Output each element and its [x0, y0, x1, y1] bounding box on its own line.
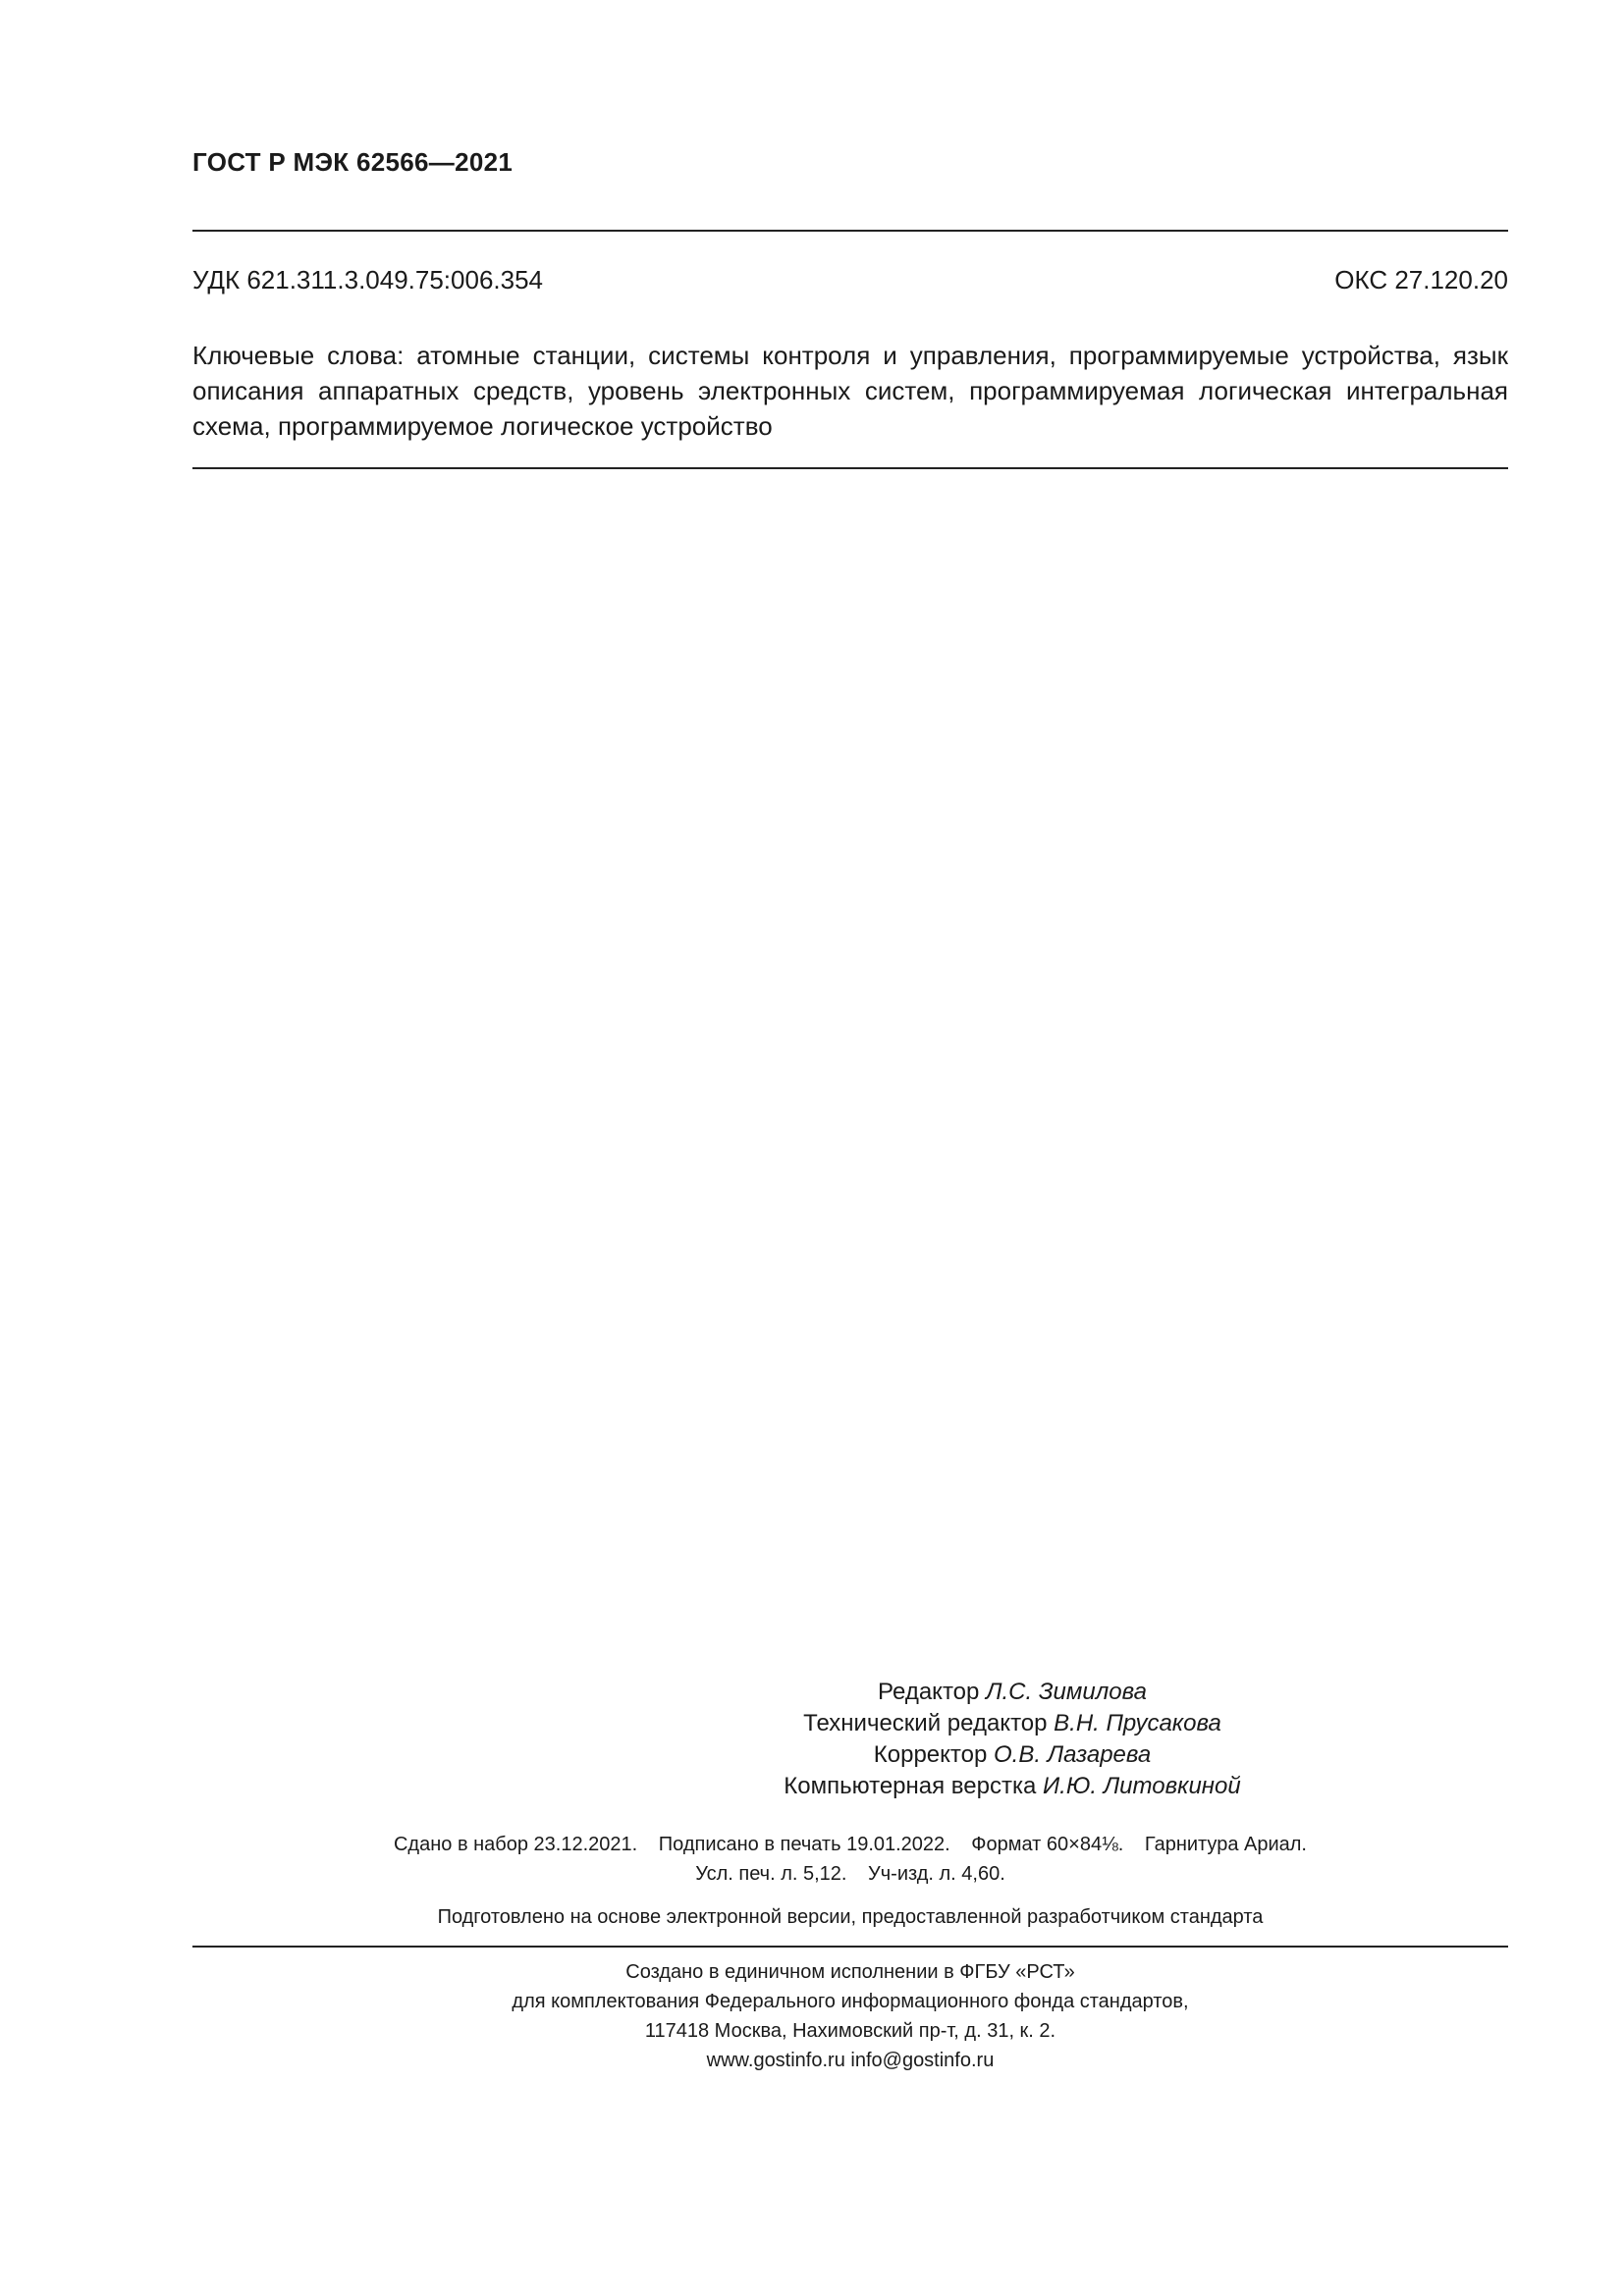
- credit-person: Л.С. Зимилова: [986, 1679, 1147, 1705]
- credit-role: Корректор: [873, 1741, 988, 1768]
- typeface: Гарнитура Ариал.: [1144, 1834, 1307, 1855]
- imprint-line-2: для комплектования Федерального информационного фонда стандартов,: [512, 1991, 1189, 2012]
- print-info-line-2: [192, 1859, 1508, 1889]
- email-link[interactable]: info@gostinfo.ru: [850, 2050, 995, 2071]
- website-link[interactable]: www.gostinfo.ru: [706, 2050, 845, 2071]
- udk-code: УДК 621.311.3.049.75:006.354: [192, 265, 544, 294]
- credit-line-layout: [192, 1771, 1508, 1802]
- print-info-line-1: [192, 1830, 1508, 1859]
- imprint-line-1: Создано в единичном исполнении в ФГБУ «РСТ»: [625, 1961, 1075, 1983]
- imprint-block: [192, 1957, 1508, 2075]
- credits-block: [192, 1677, 1508, 1802]
- credit-role: Редактор: [878, 1679, 980, 1705]
- print-sheets: Усл. печ. л. 5,12.: [695, 1863, 847, 1885]
- footer-divider: [192, 1946, 1508, 1948]
- signed-date: Подписано в печать 19.01.2022.: [658, 1834, 950, 1855]
- standard-code: ГОСТ Р МЭК 62566—2021: [192, 147, 514, 177]
- keywords-divider: [192, 467, 1508, 469]
- oks-code: ОКС 27.120.20: [1334, 265, 1508, 294]
- credit-person: О.В. Лазарева: [994, 1741, 1152, 1768]
- credit-role: Технический редактор: [803, 1710, 1048, 1736]
- prepared-note: Подготовлено на основе электронной версии, предоставленной разработчиком стандарта: [437, 1906, 1264, 1928]
- top-divider: [192, 230, 1508, 232]
- credit-line-tech-editor: [192, 1708, 1508, 1739]
- credit-person: И.Ю. Литовкиной: [1043, 1773, 1241, 1799]
- classification-row: [192, 265, 1508, 295]
- imprint-contacts: [192, 2046, 1508, 2075]
- publisher-sheets: Уч-изд. л. 4,60.: [868, 1863, 1005, 1885]
- imprint-line-3: 117418 Москва, Нахимовский пр-т, д. 31, к. 2.: [644, 2020, 1056, 2042]
- keywords-paragraph: Ключевые слова: атомные станции, системы контроля и управления, программируемые устройства, язык описания аппаратных средств, уровень электронных систем, программируемая логическая интегральная схема, программируемое логическое устройство: [192, 341, 1508, 441]
- credit-role: Компьютерная верстка: [784, 1773, 1037, 1799]
- credit-line-editor: [192, 1677, 1508, 1708]
- credit-person: В.Н. Прусакова: [1054, 1710, 1221, 1736]
- credit-line-corrector: [192, 1739, 1508, 1771]
- paper-format: Формат 60×84⅛.: [971, 1834, 1124, 1855]
- typeset-date: Сдано в набор 23.12.2021.: [393, 1834, 638, 1855]
- print-info-block: [192, 1830, 1508, 1889]
